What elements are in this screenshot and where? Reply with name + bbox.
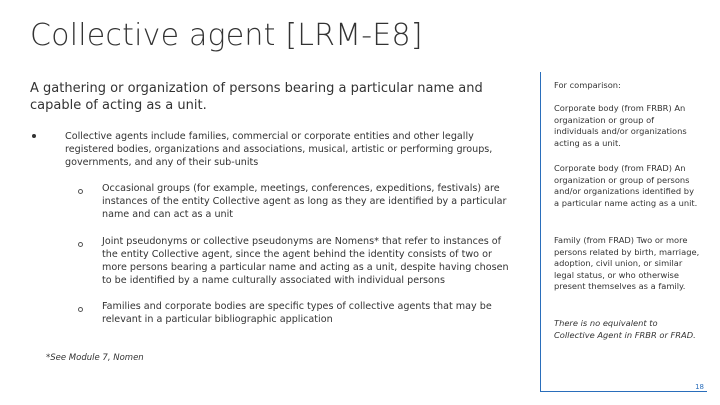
sub-bullet-icon (78, 307, 83, 312)
sub-bullet-text: Families and corporate bodies are specific types of collective agents that may be relevant in a particular bibliographic application (102, 301, 492, 325)
lead-definition: A gathering or organization of persons bearing a particular name and capable of acting as a unit. (30, 81, 483, 113)
page-number: 18 (695, 383, 704, 391)
sub-bullet-text: Joint pseudonyms or collective pseudonyms are Nomens* that refer to instances of the entity Collective agent, since the agent behind the identity consists of two or more persons bearing a particular name and acting as a unit, despite having chosen to be identified by a name culturally associated with individual persons (102, 236, 509, 286)
sub-bullet-text: Occasional groups (for example, meetings, conferences, expeditions, festivals) are instances of the entity Collective agent as long as they are identified by a particular name and can act as a unit (102, 183, 507, 220)
page-title: Collective agent [LRM-E8] (30, 18, 423, 53)
footnote: *See Module 7, Nomen (46, 353, 144, 363)
comparison-item: Family (from FRAD) Two or more persons related by birth, marriage, adoption, civil union, or similar legal status, or who otherwise present themselves as a family. (554, 235, 700, 291)
main-bullet-text: Collective agents include families, commercial or corporate entities and other legally registered bodies, organizations and associations, musical, artistic or performing groups, governments, and any of their sub-units (65, 131, 493, 168)
comparison-heading: For comparison: (554, 80, 621, 90)
comparison-item: Corporate body (from FRBR) An organization or group of individuals and/or organizations acting as a unit. (554, 103, 687, 148)
comparison-note: There is no equivalent to Collective Agent in FRBR or FRAD. (554, 318, 696, 340)
sub-bullet-icon (78, 242, 83, 247)
comparison-item: Corporate body (from FRAD) An organization or group of persons and/or organizations identified by a particular name acting as a unit. (554, 163, 698, 208)
bullet-dot-icon (32, 134, 36, 138)
sub-bullet-icon (78, 189, 83, 194)
